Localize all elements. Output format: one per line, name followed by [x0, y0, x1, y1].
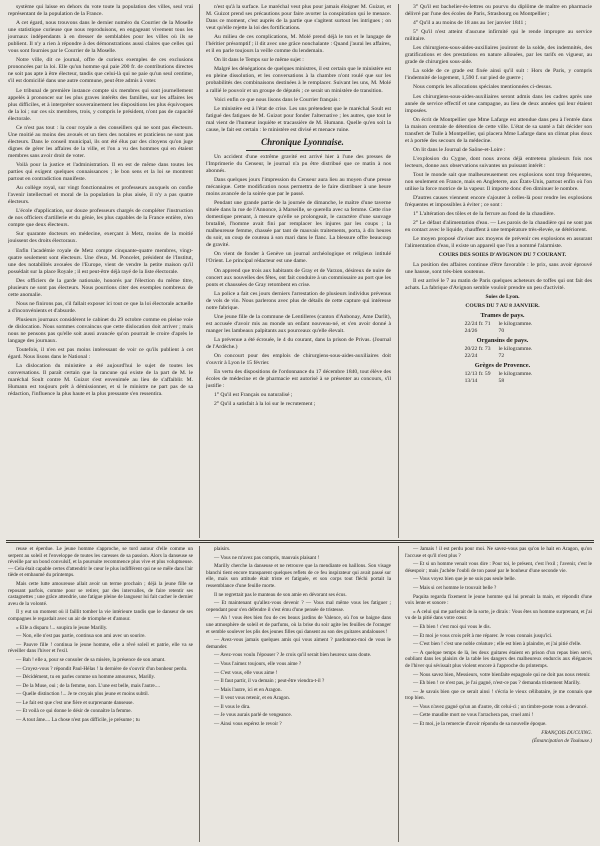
paragraph: — C'est bien ! c'est une noble créature ; elle est bien à plaindre, et j'ai pitié d'elle.	[413, 641, 582, 648]
paragraph: En vertu des dispositions de l'ordonnance du 17 décembre 1840, tout élève des écoles de médecine et de pharmacie est autorisé à se présenter au concours, s'il justifie :	[206, 369, 391, 390]
paragraph: Voici enfin ce que nous lisons dans le Courrier français :	[214, 96, 341, 103]
paragraph: On écrit de Montpellier que Mme Lafarge est attendue dans peu à l'entrée dans la maison centrale de détention de cette ville. L'état de sa santé a fait décider son transfert de Tulle à Montpellier, qui placera Mme Lafarge dans un climat plus doux et à portée des secours de la médecine.	[405, 116, 592, 144]
paragraph: Paquita regarda fixement le jeune homme qui lui prenait la main, et répondit d'une voix lente et sonore :	[405, 593, 592, 607]
paragraph: Tout le monde sait que malheureusement ces explosions sont trop fréquentes, non seulement en France, mais en Angleterre, aux États-Unis, partout enfin où l'on utilise la force motrice de la vapeur. Il importe donc d'en diminuer le nombre.	[405, 171, 592, 193]
price-cell: 22/24	[464, 353, 478, 360]
paragraph: — Mais l'autre, ici et en Aragon.	[214, 686, 282, 693]
price-row	[461, 346, 537, 353]
price-cell: 22/24 fr. 71	[464, 320, 491, 327]
paragraph: — Vous l'aimez toujours, elle vous aime ?	[214, 660, 302, 667]
paragraph: Le ministère est à l'état de crise. Les uns prétendent que le maréchal Soult est fatigué des fatigues de M. Guizot pour fonder l'alternative ; les autres, que tout le mal vient de l'humeur inquiète et tracassière de M. Humann. Quelle qu'en soit la cause, le fait est certain : le ministère est divisé et menace ruine.	[206, 105, 391, 133]
paragraph: Ce n'est pas tout : la cour royale a des conseillers qui ne sont pas électeurs. Une moitié au moins des avoués et un tiers des notaires et praticiens ne sont pas électeurs. Dans le conseil municipal, ils ont été élus par des citoyens qu'on juge dignes de gérer les affaires de la ville, et l'on a vu des hommes qui en étaient membres sans avoir droit de voter.	[8, 124, 193, 159]
price-cell: le kilogramme.	[498, 320, 533, 327]
paragraph: — Je savais bien que ce serait ainsi ! s'écria le vieux célibataire, je me connais que trop bien.	[405, 688, 592, 702]
paragraph: On lit dans le Temps sur le même sujet :	[214, 57, 304, 64]
paragraph: Le moyen proposé d'aviser aux moyens de prévenir ces explosions en assurant l'alimentation d'eau, il existe un appareil que l'on a nommé l'alarmiste.	[405, 236, 592, 250]
paragraph: Mais cette lutte amoureuse allait avoir un terme prochain ; déjà la jeune fille se reposant parfois, comme pour se retirer, par des intervalles, de faire retentir ses castagnettes ; une grâce attendrie, une fatigue pleine de langueur lui fait cacher le dernier aveu de la volonté.	[8, 580, 193, 607]
column-divider	[398, 546, 399, 842]
column-3-top	[405, 4, 592, 538]
price-cell: 12/13 fr. 59	[464, 371, 491, 378]
paragraph: Dans quelques jours l'impression du Censeur aura lieu au moyen d'une presse mécanique. Cette modification nous permettra de le faire distribuer à une heure moins avancée de la soirée que par le passé.	[206, 176, 391, 198]
paragraph: — Cette maudite mort ne vous l'arrachera pas, cruel ami !	[413, 712, 534, 719]
price-cell: 20/22 fr. 73	[464, 345, 491, 352]
paragraph: Voilà pour la justice et l'administration. Il en est de même dans toutes les parties qui exigent quelques connaissances ; le bon sens et la loi se montrent partout en contradiction manifeste.	[8, 161, 193, 183]
paragraph: La solde de ce grade est fixée ainsi qu'il suit : Hors de Paris, y compris l'indemnité de logement, 1,590 f. sur pied de guerre ;	[405, 68, 592, 82]
paragraph: 1° Qu'il est Français ou naturalisé ;	[214, 392, 293, 399]
paragraph: Un accident d'une extrême gravité est arrivé hier à l'une des presses de l'Imprimerie du Censeur, le journal n'a pu être distribué que ce matin à nos abonnés.	[206, 153, 391, 174]
paragraph: On vient de fonder à Genève un journal archéologique et religieux intitulé l'Orient. Le principal rédacteur est une dame.	[206, 251, 391, 265]
paragraph: Des officiers de la garde nationale, honorés par l'élection du même titre, plusieurs ne sont pas électeurs. Nous pourrions citer des exemples nombreux de cette anomalie.	[8, 277, 193, 298]
price-cell: le kilogramme.	[498, 345, 533, 352]
column-2-top	[206, 4, 391, 538]
paragraph: — De la Muse, oui ; de la femme, non. L'une est belle, mais l'autre....	[16, 682, 160, 689]
paragraph: — Et moi, je la remercie d'avoir répondu de sa nouvelle époque.	[413, 721, 547, 728]
paragraph: On concourt pour des emplois de chirurgiens-sous-aides-auxiliaires doit s'ouvrir à Lyon le 15 février.	[206, 353, 391, 367]
paragraph: Au milieu de ces complications, M. Molé prend déjà le ton et le langage de l'héritier présomptif ; il dit avec une grâce nonchalante : Quand j'aurai les affaires, et il en parle toujours la veille comme du lendemain.	[206, 34, 391, 55]
paragraph: — Avez-vous voulu l'épouser ? Je crois qu'il serait bien heureux sans doute.	[214, 652, 372, 659]
paragraph: Sur quarante docteurs en médecine, exerçant à Metz, moins de la moitié jouissent des droits électoraux.	[8, 231, 193, 245]
price-cell: 13/14	[464, 378, 478, 385]
paragraph: 3° Qu'il est bachelier-ès-lettres ou pourvu du diplôme de maître en pharmacie délivré par l'une des écoles de Paris, Strasbourg ou Montpellier ;	[405, 4, 592, 18]
paragraph: « Elle a disparu !... soupira le jeune Marilly.	[16, 624, 108, 631]
paragraph: — Vous voyez bien que je ne suis pas seule belle.	[413, 576, 516, 583]
feuilleton-column-3	[405, 546, 592, 842]
paragraph: Malgré les dénégations de quelques ministres, il est certain que le ministère est en pleine dissolution, et les conversations à la chambre n'ont roulé que sur les probabilités des combinaisons destinées à le remplacer. Suivant les uns, M. Molé a rallié le pouvoir et un groupe de députés ; ce serait un ministère de transition.	[206, 66, 391, 94]
paragraph: — Et maintenant qu'allez-vous devenir ? — Vous mal même vous les fatiguer ; cependant pour s'en défendre il s'est ému d'une pensée de tristesse.	[206, 600, 391, 613]
paragraph: n'est qu'à la surface. Le maréchal veut plus pour jamais éloigner M. Guizot, et M. Guizot prend ses précautions pour faire avorter la conspiration qui le menace. Dans ce moment, c'est auprès de la partie que s'agitent surtout les intrigues ; on veut qu'elle rejette la loi des fortifications.	[206, 4, 391, 32]
paragraph: — Le fait est que c'est une fière et surprenante danseuse.	[16, 699, 134, 706]
paragraph: 1° L'altération des tôles et de la ferrure au fond de la chaudière.	[413, 211, 555, 218]
section-title: Soies de Lyon.	[485, 293, 520, 300]
price-cell: 70	[498, 327, 505, 334]
paragraph: — Je vous aurais parlé de vengeance.	[214, 712, 292, 719]
paragraph: « A celui qui me parlerait de la sorte, je dirais : Vous êtes un homme surprenant, et j'ai vu de la pitié dans votre cœur.	[405, 608, 592, 622]
paragraph: — Et voilà ce qui donne le désir de connaître la femme.	[16, 708, 132, 715]
paragraph: La prévenue a été écrouée, le 4 du courant, dans la prison de Privas. (Journal de l'Ardèche.)	[206, 336, 391, 350]
section-title: COURS DU 7 AU 8 JANVIER.	[465, 302, 540, 309]
paragraph: La dislocation du ministère a été aujourd'hui le sujet de toutes les conversations. Il paraît certain que la rancune qui existe de la part de M. le maréchal Soult contre M. Guizot s'est envenimée au lieu de s'affaiblir. M. Humann est toujours prêt à démissionner, et si le ministre ne part pas de sa rédaction, l'influence la plus haute et la plus pressante s'en ressentira.	[8, 363, 193, 398]
feuilleton-rule	[6, 540, 594, 541]
paragraph: Le tribunal de première instance compte six membres qui sont journellement appelés à prononcer sur les plus graves intérêts des familles, sur les affaires les plus difficiles, et à interpréter souverainement les dispositions les plus équivoques de la loi ; sur ces six membres, trois, y compris le président, n'ont pas de capacité électorale.	[8, 87, 193, 122]
paragraph: — Quelle distinction !... Je te croyais plus jeune et moins subtil.	[16, 691, 149, 698]
paragraph: — Nous savez bien, Messieurs, votre bienfaite espagnole qui ne doit pas nous retenir.	[413, 671, 591, 678]
price-row	[461, 328, 537, 335]
paragraph: Plusieurs journaux considèrent le cabinet du 29 octobre comme en pleine voie de dislocation. Nous sommes convaincus que cette dislocation doit arriver ; mais nous ne pensons pas qu'elle soit aussi avancée qu'on pourrait le croire d'après le langage des journaux.	[8, 316, 193, 345]
paragraph: — Non, elle n'est pas partie, continua son ami avec un sourire.	[16, 633, 146, 640]
signature: (Émancipation de Toulouse.)	[532, 738, 592, 745]
paragraph: — Jamais ! il est perdu pour moi. Ne savez-vous pas qu'on le hait en Aragon, qu'on l'accuse et qu'il n'est plus ?	[405, 546, 592, 559]
paragraph: Nous ne finirons pas, s'il fallait exposer ici tout ce que la loi électorale actuelle a d'inconvénients et d'absurde.	[8, 300, 193, 314]
paragraph: — Il veut vous retenir, et en Aragon.	[214, 695, 290, 702]
price-table	[461, 371, 537, 385]
paragraph: Au collège royal, sur vingt fonctionnaires et professeurs auxquels on confie l'avenir intellectuel et moral de la population la plus aisée, il n'y a pas quatre électeurs.	[8, 185, 193, 206]
paragraph: D'autres causes viennent encore s'ajouter à celles-là pour rendre les explosions fréquentes et impossibles à éviter ; ce sont :	[405, 195, 592, 209]
price-cell: 72	[498, 353, 505, 360]
paragraph: La police a fait ces jours derniers l'arrestation de plusieurs individus prévenus de vols de vin. Nous parlerons avec plus de détails de cette capture qui intéresse notre fabrique.	[206, 290, 391, 311]
paragraph: — Pauvre fille ! continua le jeune homme, elle a rêvé soleil et patrie, elle va se réveiller dans l'hiver et l'exil.	[8, 641, 193, 655]
paragraph: Marilly cherche la danseuse et ne retrouve que la mendiante en haillons. Son visage blanchi tient encore transparent quelques reflets de ce feu inspirateur qui avait passé sur elle, mais son attitude était triste et fatiguée, et son corps tout fléchi portait la ressemblance d'une feuille morte.	[206, 563, 391, 589]
paragraph: L'explosion du Cygne, dont nous avons déjà entretenu plusieurs fois nos lecteurs, donne aux observations suivantes un puissant intérêt :	[405, 155, 592, 169]
section-title: COURS DES SOIES D'AVIGNON DU 7 COURANT.	[438, 252, 567, 259]
price-cell: le kilogramme.	[498, 371, 533, 378]
paragraph: Il y eut un moment où il faillit tomber la vie intérieure tandis que le danseur de ses compagnes le regardait avec un air de triomphe et d'amour.	[8, 609, 193, 622]
column-1-top	[8, 4, 193, 538]
price-row	[461, 378, 537, 385]
paragraph: On lit dans le Journal de Saône-et-Loire :	[413, 146, 506, 153]
paragraph: — Vous ne m'avez pas compris, mauvais plaisant !	[214, 554, 320, 561]
paragraph: — C'est vous, elle vous aime !	[214, 669, 278, 676]
price-row	[461, 371, 537, 378]
feuilleton-column-1	[8, 546, 193, 842]
paragraph: — Il vous le dira.	[214, 703, 251, 710]
paragraph: système qui laisse en dehors du vote toute la population des villes, seul vrai représentant de la population de la France.	[8, 4, 193, 18]
price-category-title: Trames de pays.	[480, 311, 525, 319]
paragraph: — Décidément, tu en parles comme un homme amoureux, Marilly.	[16, 674, 156, 681]
paragraph: Il ne regrettait pas le manteau de son amie en dévorant ses écus.	[214, 591, 347, 598]
paragraph: reuse et éperdue. Le jeune homme s'approche, se tord autour d'elle comme un serpent au soleil et l'enveloppe de toutes les caresses de sa passion. Alors la danseuse se réveille par un bond convulsif, et la poursuite recommence plus vive et plus voluptueuse. — Cela était capable certes d'attendrir le cœur le plus indifférent qui ne se mêle dans l'air tiède et embaumé du printemps.	[8, 546, 193, 579]
paragraph: — A tout âme.... La chose n'est pas difficile, je présume ; tu	[16, 717, 140, 724]
paragraph: Toutefois, il n'en est pas moins intéressant de voir ce qu'ils publient à cet égard. Nous lisons dans le National :	[8, 347, 193, 361]
paragraph: — Eh bien ! ce n'est pas, je l'ai gagné, n'est-ce pas ? demanda tristement Marilly.	[413, 680, 581, 687]
paragraph: — Avez-vous jamais quelques amis qui vous aiment ? pardonnez-moi de vous le demander.	[206, 637, 391, 650]
paragraph: La position des affaires continue d'être favorable : le prix, sans avoir éprouvé une hausse, sont très-bien soutenus.	[405, 261, 592, 275]
column-divider	[199, 4, 200, 538]
price-table	[461, 346, 537, 360]
paragraph: — Bah ! elle a, pour se consoler de sa misère, la présence de son amant.	[16, 656, 166, 663]
column-divider	[199, 546, 200, 842]
paragraph: — A quelque temps de là, les deux guitares étaient en prison d'un repas bien servi, oubliant dans les plaisirs de la table les dangers des malheureux endurcis aux élégances de l'hiver qui sévissait plus violent encore à l'approche du printemps.	[405, 649, 592, 669]
paragraph: Nous compris les allocations spéciales mentionnées ci-dessus.	[413, 84, 553, 91]
paragraph: 4° Qu'il a au moins de 18 ans au 1er janvier 1841 ;	[413, 20, 527, 27]
section-heading: Chronique Lyonnaise.	[261, 136, 344, 147]
paragraph: 5° Qu'il n'est atteint d'aucune infirmité qui le rende impropre au service militaire.	[405, 29, 592, 43]
paragraph: — Mais si cet homme le trouvait belle ?	[413, 584, 497, 591]
heading-rule	[246, 150, 351, 151]
paragraph: — Eh bien ! c'est moi qui vous le dis.	[413, 623, 491, 630]
price-category-title: Grèges de Provence.	[474, 362, 531, 370]
paragraph: Les chirurgiens-sous-aides-auxiliaires seront admis dans les cadres après une année de service effectif et une campagne, au lieu de deux années qui leur étaient imposées.	[405, 93, 592, 114]
paragraph: Il est arrivé le 7 au matin de Paris quelques acheteurs de toffes qui ont fait des achats. La fabrique d'Avignon semble vouloir prendre un peu d'activité.	[405, 277, 592, 291]
paragraph: Pendant une grande partie de la journée de dimanche, le maître d'une taverne située dans la rue de l'Annonce, à Marseille, se querella avec sa femme. Cette rixe domestique prenant, à mesure qu'elle se prolongeait, le caractère d'une sauvage brutalité, l'homme avait fini par remplacer les injures par les coups ; la malheureuse femme, chassée par tant de mauvais traitements, porta, à dix heures du soir, un coup de couteau à son mari dans le flanc. La blessure offre beaucoup de gravité.	[206, 200, 391, 249]
paragraph: Enfin l'académie royale de Metz compte cinquante-quatre membres, vingt-quatre seulement sont électeurs. Une d'eux, M. Poncelet, président de l'Institut, une des notabilités avouées de l'Europe, vient de vendre la petite maison qu'il possédait sur la place Royale ; il est peut-être déjà rayé de la liste électorale.	[8, 247, 193, 275]
paragraph: A cet égard, nous trouvons dans le dernier numéro du Courrier de la Moselle une statistique curieuse que nous reproduisons, en engageant vivement tous les journaux indépendants à en dresser de semblables pour les villes où ils se publient. Il n'y a rien à répondre à des démonstrations aussi claires que celles qui vous sont fournies par le Courrier de la Moselle.	[8, 20, 193, 55]
paragraph: 2° Qu'il a satisfait à la loi sur le recrutement ;	[214, 401, 316, 408]
paragraph: On apprend que trois aux habitants de Gray et de Varzon, désireux de nuire de concert aux nouvelles des fêtes, ont fait conduire à un commissaire au port que les ponts et chaussées de Gray retombent en crise.	[206, 267, 391, 288]
paragraph: — Ainsi vous espérez le revoir ?	[214, 721, 282, 728]
price-cell: 58	[498, 378, 505, 385]
price-row	[461, 353, 537, 360]
paragraph: Les chirurgiens-sous-aides-auxiliaires jouiront de la solde, des indemnités, des gratifications et des prestations en nature allouées, par les tarifs en vigueur, au grade de chirurgien sous-aide.	[405, 45, 592, 66]
paragraph: plaisirs.	[214, 546, 231, 552]
paragraph: — Et moi je vous crois prêt à me réparer. Je vous connais jusqu'ici.	[413, 632, 553, 639]
paragraph: 2° Le défaut d'alimentation d'eau. — Les parois de la chaudière qui ne sont pas en contact avec le liquide, chauffent à une température très-élevée, se détériorent.	[405, 220, 592, 234]
paragraph: — Vous n'avez gagné qu'un an d'autre, dit celui-ci ; un timbre-poste vous a devancé.	[413, 703, 588, 710]
paragraph: — Croyez-vous ? répondit Paul-Hélas ! la dernière de s'ouvrir d'un bonheur perdu.	[16, 665, 188, 672]
price-table	[461, 321, 537, 335]
feuilleton-column-2	[206, 546, 391, 842]
paragraph: — Il faut partir, il va demain ; peut-être viendra-t-il ?	[214, 678, 325, 685]
paragraph: — Et si un homme venait vous dire : Pour toi, le présent, c'est l'exil ; l'avenir, c'est le désespoir ; mais j'achète l'oubli de ton passé par le bonheur d'une seconde vie.	[405, 561, 592, 574]
price-category-title: Organsins de pays.	[476, 336, 529, 344]
signature: FRANÇOIS DUCUING.	[541, 729, 592, 736]
paragraph: Notre ville, dit ce journal, offre de curieux exemples de ces exclusions prononcées par la loi. Elle qu'un homme qui paie 200 fr. de contributions directes ne soit pas apte à être électeur, tandis que celui-là qui ne paie qu'un seul centime, s'il est domicilié dans une autre commune, peut être admis à voter.	[8, 57, 193, 85]
price-cell: 24/26	[464, 327, 478, 334]
price-row	[461, 321, 537, 328]
paragraph: Une jeune fille de la commune de Lentilleres (canton d'Anbonay, Ame Darlit), est accusée d'avoir mis au monde un enfant nouveau-né, et s'en avoir donné à manger les lambeaux palpitants aux pourceaux qu'elle élevait.	[206, 313, 391, 334]
paragraph: L'école d'application, sur douze professeurs chargés de compléter l'instruction de nos officiers d'artillerie et du génie, les plus capables de la France entière, n'en compte que deux électeurs.	[8, 208, 193, 229]
column-divider	[398, 4, 399, 538]
paragraph: — Ah ! vous êtes bien fou de ces beaux jardins de Valence, où l'on se baigne dans une atmosphère de soleil et de parfums, où la brise du soir agite les feuilles de l'oranger et semble soulever les plis des jeunes filles qui dansent au son des guitares andalouses !	[206, 615, 391, 635]
feuilleton-rule	[6, 542, 594, 543]
